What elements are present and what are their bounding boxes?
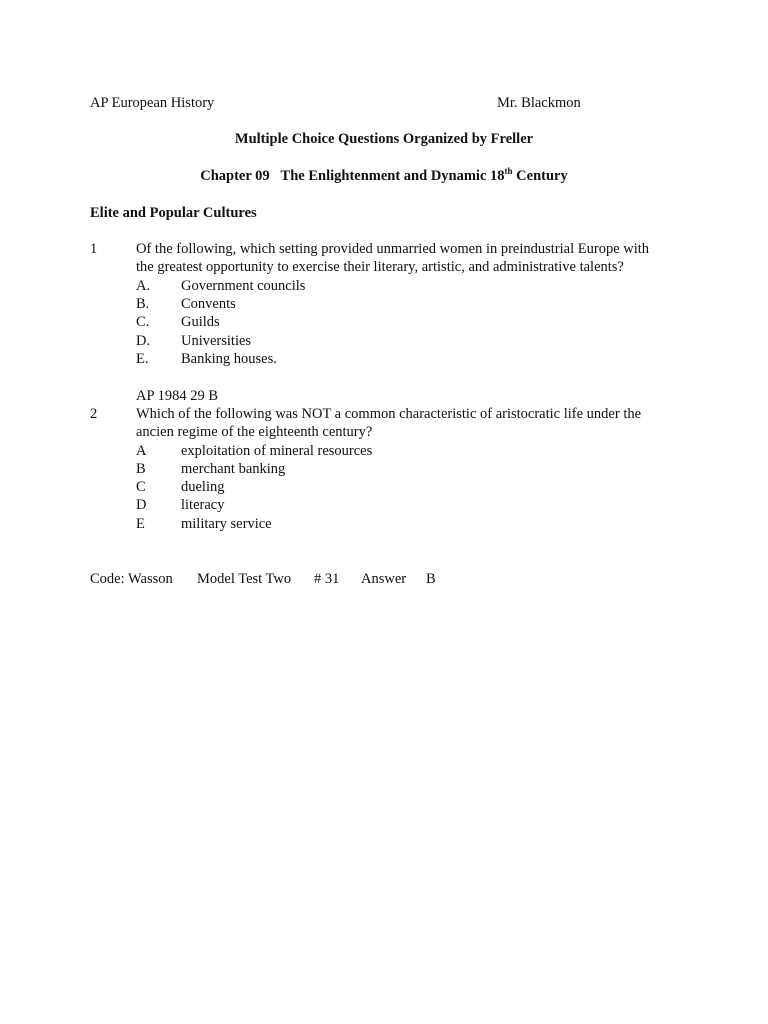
option-letter: B. [136, 296, 150, 312]
option-letter: A [136, 443, 147, 459]
question-reference: # 31 [314, 571, 340, 587]
option-text: Convents [181, 296, 236, 312]
question-source: AP 1984 29 B [136, 388, 219, 404]
option-text: literacy [181, 497, 225, 513]
chapter-name: The Enlightenment and Dynamic 18th Century [280, 166, 568, 184]
chapter-heading [0, 167, 768, 185]
option-text: Banking houses. [181, 351, 277, 367]
option-text: Universities [181, 333, 252, 349]
code-label: Code: Wasson [90, 571, 173, 587]
answer-label: Answer [361, 571, 407, 587]
question-text-line: the greatest opportunity to exercise their literary, artistic, and administrative talents? [136, 259, 624, 275]
option-letter: D. [136, 333, 151, 349]
section-heading: Elite and Popular Cultures [90, 205, 257, 221]
course-name: AP European History [90, 95, 215, 111]
option-text: exploitation of mineral resources [181, 443, 373, 459]
option-letter: E. [136, 351, 149, 367]
question-text-line: ancien regime of the eighteenth century? [136, 424, 373, 440]
option-text: military service [181, 516, 272, 532]
question-number: 2 [90, 406, 98, 422]
answer-value: B [426, 571, 436, 587]
option-letter: B [136, 461, 146, 477]
question-text-line: Which of the following was NOT a common characteristic of aristocratic life under the [136, 406, 642, 422]
option-letter: D [136, 497, 147, 513]
option-letter: C [136, 479, 146, 495]
chapter-superscript: th [504, 166, 513, 177]
question-number: 1 [90, 241, 98, 257]
question-text-line: Of the following, which setting provided unmarried women in preindustrial Europe with [136, 241, 650, 257]
teacher-name: Mr. Blackmon [497, 95, 581, 111]
option-text: Guilds [181, 314, 220, 330]
option-letter: A. [136, 278, 151, 294]
document-title: Multiple Choice Questions Organized by Freller [234, 131, 534, 147]
option-letter: E [136, 516, 145, 532]
option-text: dueling [181, 479, 225, 495]
option-text: merchant banking [181, 461, 286, 477]
chapter-number: Chapter 09 [200, 168, 270, 184]
option-letter: C. [136, 314, 150, 330]
option-text: Government councils [181, 278, 306, 294]
test-name: Model Test Two [197, 571, 292, 587]
